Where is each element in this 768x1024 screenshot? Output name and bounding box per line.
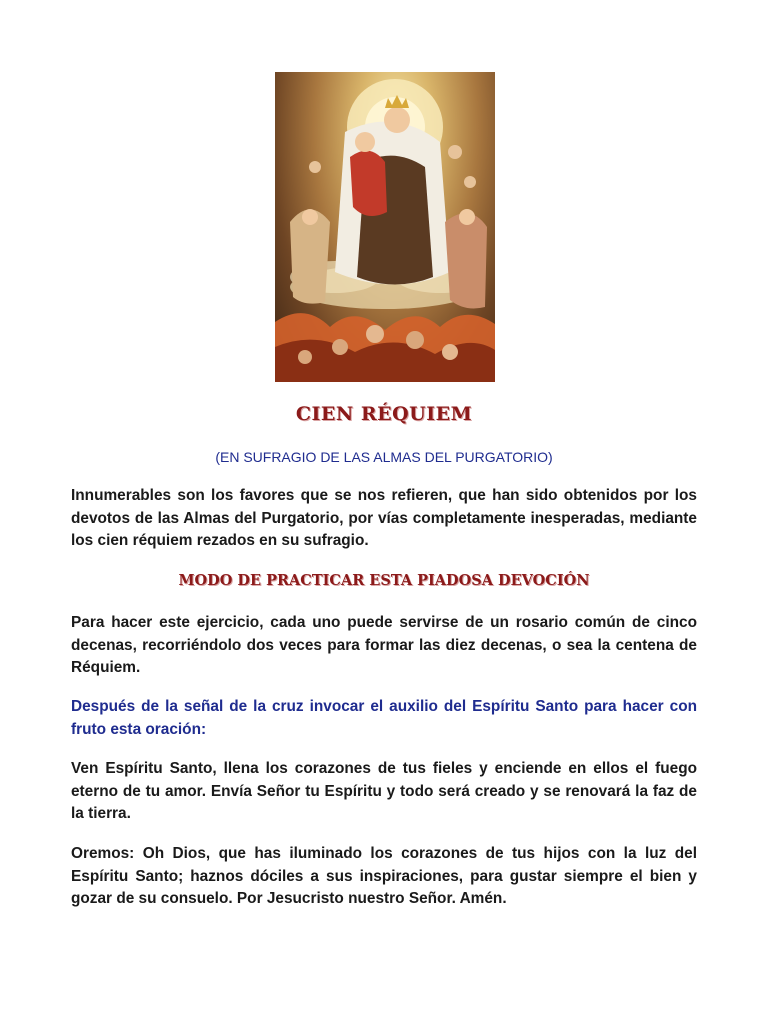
document-subtitle: (EN SUFRAGIO DE LAS ALMAS DEL PURGATORIO)	[215, 449, 553, 465]
instructions-paragraph: Para hacer este ejercicio, cada uno puede servirse de un rosario común de cinco decenas, recorriéndolo dos veces para formar las diez decenas, o sea la centena de Réquiem.	[71, 614, 697, 676]
prayer-ven-espiritu-santo: Ven Espíritu Santo, llena los corazones de tus fieles y enciende en ellos el fuego eterno de tu amor. Envía Señor tu Espíritu y todo será creado y se renovará la faz de la tierra.	[71, 760, 697, 822]
invocation-note: Después de la señal de la cruz invocar el auxilio del Espíritu Santo para hacer con fruto esta oración:	[71, 698, 697, 738]
section-heading: MODO DE PRACTICAR ESTA PIADOSA DEVOCIÓN	[178, 572, 590, 589]
prayer-oremos: Oremos: Oh Dios, que has iluminado los corazones de tus hijos con la luz del Espíritu Santo; haznos dóciles a sus inspiraciones, para gustar siempre el bien y gozar de su consuelo. Por Jesucristo nuestro Señor. Amén.	[71, 845, 697, 907]
intro-paragraph: Innumerables son los favores que se nos refieren, que han sido obtenidos por los devotos de las Almas del Purgatorio, por vías completamente inesperadas, mediante los cien réquiem rezados en su sufragio.	[71, 487, 697, 549]
document-title: CIEN RÉQUIEM	[295, 403, 473, 425]
virgin-mary-with-child-icon	[275, 72, 495, 382]
